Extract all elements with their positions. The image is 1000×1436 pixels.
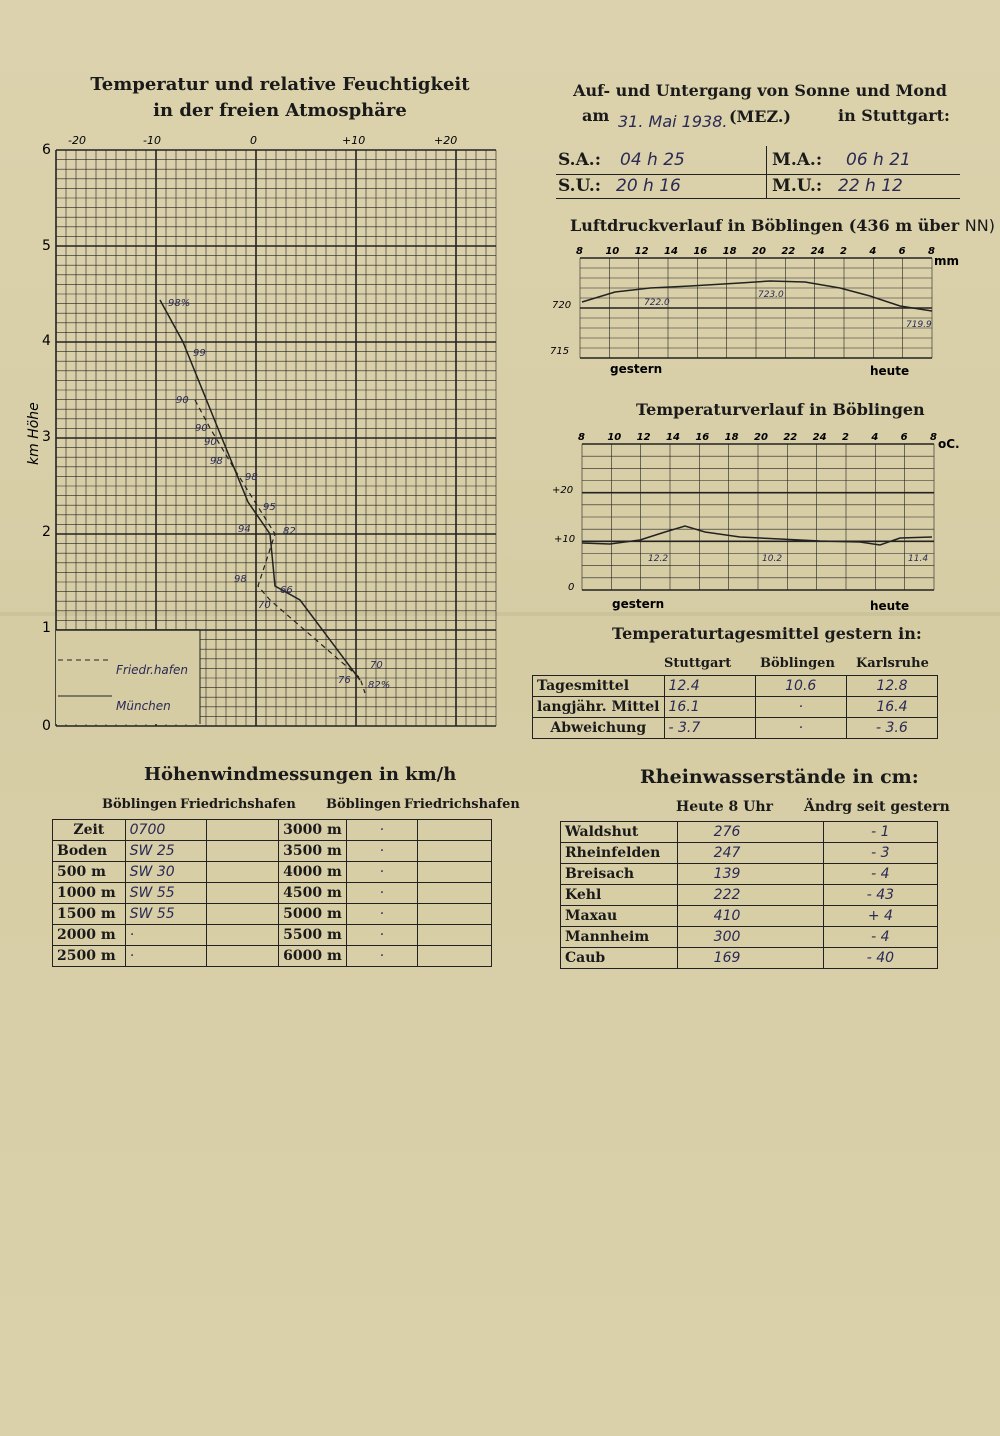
daily-mean-col-stuttgart: Stuttgart bbox=[664, 656, 732, 671]
rhine-level-today: 300 bbox=[677, 927, 823, 948]
hour-label: 6 bbox=[900, 432, 908, 443]
wind-friedrichshafen-value bbox=[417, 883, 491, 904]
sun-moon-divider-h bbox=[556, 174, 960, 175]
pressure-day-yesterday: gestern bbox=[610, 362, 663, 376]
table-row bbox=[533, 676, 938, 697]
rhine-level-change: - 40 bbox=[823, 948, 937, 969]
wind-col-right-boeblingen: Böblingen bbox=[326, 797, 401, 812]
cell-value: 16.1 bbox=[664, 697, 755, 718]
rhine-col-change: Ändrg seit gestern bbox=[804, 799, 950, 815]
temp-curve bbox=[582, 526, 932, 545]
atmosphere-title-line1: Temperatur und relative Feuchtigkeit bbox=[90, 74, 470, 95]
temp-day-yesterday: gestern bbox=[612, 597, 665, 611]
wind-friedrichshafen-value bbox=[417, 820, 491, 841]
sunset-label: S.U.: bbox=[558, 176, 602, 196]
pressure-readings bbox=[644, 290, 932, 330]
top-tick: +20 bbox=[434, 134, 458, 147]
hour-label: 10 bbox=[607, 432, 622, 443]
wind-friedrichshafen-value bbox=[206, 904, 278, 925]
height-tick: 1 bbox=[42, 620, 51, 636]
humidity-label: 82 bbox=[283, 526, 296, 537]
rhine-level-change: - 3 bbox=[823, 843, 937, 864]
temp-reading: 11.4 bbox=[908, 554, 929, 564]
cell-value: 12.8 bbox=[846, 676, 937, 697]
table-row bbox=[561, 885, 938, 906]
rhine-level-change: - 43 bbox=[823, 885, 937, 906]
table-row bbox=[53, 862, 492, 883]
height-tick: 2 bbox=[42, 524, 51, 540]
moonset-value: 22 h 12 bbox=[838, 176, 903, 196]
rhine-level-today: 247 bbox=[677, 843, 823, 864]
humidity-label: 66 bbox=[280, 585, 293, 596]
wind-row-label: 5500 m bbox=[279, 925, 347, 946]
hour-label: 4 bbox=[871, 432, 879, 443]
wind-row-label: 3000 m bbox=[279, 820, 347, 841]
hour-label: 16 bbox=[695, 432, 710, 443]
atmosphere-title-line2: in der freien Atmosphäre bbox=[153, 100, 407, 121]
table-row bbox=[53, 820, 492, 841]
wind-row-label: Boden bbox=[53, 841, 126, 862]
wind-table-body bbox=[53, 820, 492, 967]
rhine-level-today: 410 bbox=[677, 906, 823, 927]
humidity-label: 98 bbox=[210, 456, 223, 467]
hour-label: 4 bbox=[869, 246, 877, 257]
cell-value: 10.6 bbox=[755, 676, 846, 697]
hour-label: 12 bbox=[634, 246, 649, 257]
rhine-level-today: 222 bbox=[677, 885, 823, 906]
temp-grid bbox=[582, 444, 934, 590]
temp-hour-labels bbox=[578, 432, 937, 443]
rhine-station: Waldshut bbox=[561, 822, 678, 843]
wind-boeblingen-value: · bbox=[346, 904, 417, 925]
pressure-y-label: 715 bbox=[550, 346, 570, 357]
wind-friedrichshafen-value bbox=[417, 946, 491, 967]
cell-value: - 3.6 bbox=[846, 718, 937, 739]
temp-unit: oC. bbox=[938, 437, 960, 451]
rhine-level-change: - 4 bbox=[823, 864, 937, 885]
legend-muenchen: München bbox=[116, 699, 171, 713]
sunrise-value: 04 h 25 bbox=[620, 150, 685, 170]
temp-chart bbox=[540, 424, 970, 616]
humidity-label: 76 bbox=[338, 675, 351, 686]
wind-friedrichshafen-value bbox=[417, 925, 491, 946]
wind-boeblingen-value: · bbox=[125, 925, 206, 946]
daily-mean-col-karlsruhe: Karlsruhe bbox=[856, 656, 929, 671]
pressure-hour-labels bbox=[576, 246, 935, 257]
daily-mean-col-boeblingen: Böblingen bbox=[760, 656, 835, 671]
atmosphere-chart bbox=[20, 130, 510, 740]
hour-label: 8 bbox=[928, 246, 935, 257]
sun-moon-divider-v bbox=[766, 146, 767, 198]
wind-row-label: 2500 m bbox=[53, 946, 126, 967]
table-row bbox=[561, 822, 938, 843]
sun-moon-place: in Stuttgart: bbox=[838, 106, 950, 125]
temp-y-label: +10 bbox=[554, 534, 576, 545]
hour-label: 8 bbox=[578, 432, 585, 443]
hour-label: 2 bbox=[840, 246, 847, 257]
rhine-station: Rheinfelden bbox=[561, 843, 678, 864]
humidity-label: 98 bbox=[234, 574, 247, 585]
table-row bbox=[53, 883, 492, 904]
wind-col-right-friedrichshafen: Friedrichshafen bbox=[404, 797, 520, 812]
pressure-title-main: Luftdruckverlauf in Böblingen (436 m über bbox=[570, 216, 960, 235]
rhine-station: Caub bbox=[561, 948, 678, 969]
height-tick: 0 bbox=[42, 718, 51, 734]
cell-value: 12.4 bbox=[664, 676, 755, 697]
table-row bbox=[561, 948, 938, 969]
height-tick: 3 bbox=[42, 429, 51, 445]
sun-moon-divider-bottom bbox=[556, 198, 960, 199]
table-row bbox=[53, 946, 492, 967]
atmosphere-title bbox=[60, 72, 500, 124]
sunrise-label: S.A.: bbox=[558, 150, 601, 170]
wind-boeblingen-value: · bbox=[346, 862, 417, 883]
legend-friedrichshafen: Friedr.hafen bbox=[116, 663, 188, 677]
humidity-labels bbox=[168, 298, 390, 691]
hour-label: 14 bbox=[666, 432, 680, 443]
wind-row-label: 1000 m bbox=[53, 883, 126, 904]
temp-readings bbox=[648, 554, 928, 564]
table-row bbox=[561, 864, 938, 885]
hour-label: 18 bbox=[722, 246, 737, 257]
wind-row-label: 1500 m bbox=[53, 904, 126, 925]
wind-friedrichshafen-value bbox=[206, 841, 278, 862]
humidity-label: 90 bbox=[195, 423, 208, 434]
humidity-label: 90 bbox=[204, 437, 217, 448]
daily-mean-title: Temperaturtagesmittel gestern in: bbox=[612, 624, 922, 643]
hour-label: 24 bbox=[812, 432, 827, 443]
humidity-label: 98% bbox=[168, 298, 191, 309]
hour-label: 16 bbox=[693, 246, 708, 257]
pressure-day-today: heute bbox=[870, 364, 910, 378]
height-tick: 6 bbox=[42, 142, 51, 158]
table-row bbox=[561, 927, 938, 948]
top-tick: +10 bbox=[342, 134, 366, 147]
wind-friedrichshafen-value bbox=[206, 883, 278, 904]
pressure-reading: 722.0 bbox=[644, 298, 670, 308]
temp-y-label: 0 bbox=[568, 582, 575, 593]
cell-value: - 3.7 bbox=[664, 718, 755, 739]
hour-label: 24 bbox=[810, 246, 825, 257]
rhine-level-change: - 4 bbox=[823, 927, 937, 948]
humidity-label: 95 bbox=[263, 502, 276, 513]
humidity-label: 82% bbox=[368, 680, 391, 691]
wind-friedrichshafen-value bbox=[206, 862, 278, 883]
wind-boeblingen-value: · bbox=[346, 946, 417, 967]
table-row bbox=[533, 718, 938, 739]
table-row bbox=[561, 843, 938, 864]
row-label: langjähr. Mittel bbox=[533, 697, 665, 718]
pressure-y-label: 720 bbox=[552, 300, 572, 311]
wind-friedrichshafen-value bbox=[206, 946, 278, 967]
hour-label: 8 bbox=[576, 246, 583, 257]
moonset-label: M.U.: bbox=[772, 176, 823, 196]
rhine-station: Mannheim bbox=[561, 927, 678, 948]
wind-row-label: 2000 m bbox=[53, 925, 126, 946]
rhine-level-today: 139 bbox=[677, 864, 823, 885]
table-row bbox=[53, 925, 492, 946]
wind-boeblingen-value: · bbox=[346, 883, 417, 904]
cell-value: 16.4 bbox=[846, 697, 937, 718]
hour-label: 2 bbox=[842, 432, 849, 443]
rhine-station: Maxau bbox=[561, 906, 678, 927]
wind-table bbox=[52, 819, 492, 967]
hour-label: 22 bbox=[783, 432, 798, 443]
rhine-level-today: 276 bbox=[677, 822, 823, 843]
wind-boeblingen-value: · bbox=[346, 820, 417, 841]
table-row bbox=[53, 904, 492, 925]
rhine-table bbox=[560, 821, 938, 969]
row-label: Tagesmittel bbox=[533, 676, 665, 697]
temp-reading: 12.2 bbox=[648, 554, 669, 564]
wind-row-label: 4000 m bbox=[279, 862, 347, 883]
height-tick: 4 bbox=[42, 333, 51, 349]
sun-moon-date: 31. Mai 1938. bbox=[618, 112, 728, 131]
top-tick: -10 bbox=[143, 134, 161, 147]
temp-y-label: +20 bbox=[552, 485, 574, 496]
top-tick: -20 bbox=[68, 134, 86, 147]
hour-label: 20 bbox=[752, 246, 766, 257]
atmosphere-top-ticks bbox=[68, 134, 457, 147]
cell-value: · bbox=[755, 697, 846, 718]
hour-label: 14 bbox=[664, 246, 678, 257]
wind-boeblingen-value: SW 30 bbox=[125, 862, 206, 883]
hour-label: 20 bbox=[754, 432, 768, 443]
wind-friedrichshafen-value bbox=[417, 841, 491, 862]
wind-row-label: Zeit bbox=[53, 820, 126, 841]
wind-boeblingen-value: SW 55 bbox=[125, 883, 206, 904]
sun-moon-am-label: am bbox=[582, 106, 610, 125]
temp-chart-title: Temperaturverlauf in Böblingen bbox=[636, 400, 925, 419]
hour-label: 6 bbox=[898, 246, 906, 257]
temp-day-today: heute bbox=[870, 599, 910, 613]
muenchen-sounding-line bbox=[160, 300, 360, 680]
wind-row-label: 500 m bbox=[53, 862, 126, 883]
wind-boeblingen-value: 0700 bbox=[125, 820, 206, 841]
moonrise-label: M.A.: bbox=[772, 150, 823, 170]
pressure-reading: 723.0 bbox=[758, 290, 784, 300]
wind-friedrichshafen-value bbox=[206, 820, 278, 841]
rhine-col-today: Heute 8 Uhr bbox=[676, 799, 773, 815]
rhine-level-change: - 1 bbox=[823, 822, 937, 843]
pressure-chart bbox=[540, 240, 970, 380]
wind-boeblingen-value: SW 25 bbox=[125, 841, 206, 862]
hour-label: 8 bbox=[930, 432, 937, 443]
moonrise-value: 06 h 21 bbox=[846, 150, 911, 170]
table-row bbox=[561, 906, 938, 927]
wind-col-left-boeblingen: Böblingen bbox=[102, 797, 177, 812]
humidity-label: 70 bbox=[370, 660, 383, 671]
hour-label: 18 bbox=[724, 432, 739, 443]
cell-value: · bbox=[755, 718, 846, 739]
daily-mean-table bbox=[532, 675, 938, 739]
height-tick: 5 bbox=[42, 238, 51, 254]
pressure-grid bbox=[580, 258, 932, 358]
table-row bbox=[53, 841, 492, 862]
wind-friedrichshafen-value bbox=[206, 925, 278, 946]
sun-moon-title: Auf- und Untergang von Sonne und Mond (MEZ.) bbox=[573, 81, 947, 126]
humidity-label: 70 bbox=[258, 600, 271, 611]
hour-label: 10 bbox=[605, 246, 620, 257]
wind-friedrichshafen-value bbox=[417, 904, 491, 925]
wind-boeblingen-value: · bbox=[125, 946, 206, 967]
rhine-station: Kehl bbox=[561, 885, 678, 906]
rhine-station: Breisach bbox=[561, 864, 678, 885]
wind-boeblingen-value: SW 55 bbox=[125, 904, 206, 925]
pressure-title bbox=[570, 216, 995, 235]
table-row bbox=[533, 697, 938, 718]
humidity-label: 98 bbox=[245, 472, 258, 483]
sunset-value: 20 h 16 bbox=[616, 176, 681, 196]
row-label: Abweichung bbox=[533, 718, 665, 739]
rhine-table-body bbox=[561, 822, 938, 969]
hour-label: 12 bbox=[636, 432, 651, 443]
humidity-label: 99 bbox=[193, 348, 206, 359]
pressure-curve bbox=[582, 281, 932, 311]
rhine-level-change: + 4 bbox=[823, 906, 937, 927]
pressure-unit: mm bbox=[934, 254, 960, 268]
wind-boeblingen-value: · bbox=[346, 925, 417, 946]
temp-reading: 10.2 bbox=[762, 554, 783, 564]
wind-col-left-friedrichshafen: Friedrichshafen bbox=[180, 797, 296, 812]
wind-row-label: 3500 m bbox=[279, 841, 347, 862]
rhine-level-today: 169 bbox=[677, 948, 823, 969]
wind-row-label: 5000 m bbox=[279, 904, 347, 925]
height-axis-label: km Höhe bbox=[26, 402, 42, 465]
top-tick: 0 bbox=[250, 134, 257, 147]
pressure-reading: 719.9 bbox=[906, 320, 932, 330]
wind-title: Höhenwindmessungen in km/h bbox=[144, 764, 457, 785]
pressure-title-nn: NN) bbox=[964, 216, 995, 235]
hour-label: 22 bbox=[781, 246, 796, 257]
wind-row-label: 4500 m bbox=[279, 883, 347, 904]
height-ticks bbox=[42, 142, 51, 734]
wind-row-label: 6000 m bbox=[279, 946, 347, 967]
humidity-label: 90 bbox=[176, 395, 189, 406]
rhine-title: Rheinwasserstände in cm: bbox=[640, 766, 919, 788]
wind-boeblingen-value: · bbox=[346, 841, 417, 862]
wind-friedrichshafen-value bbox=[417, 862, 491, 883]
humidity-label: 94 bbox=[238, 524, 251, 535]
